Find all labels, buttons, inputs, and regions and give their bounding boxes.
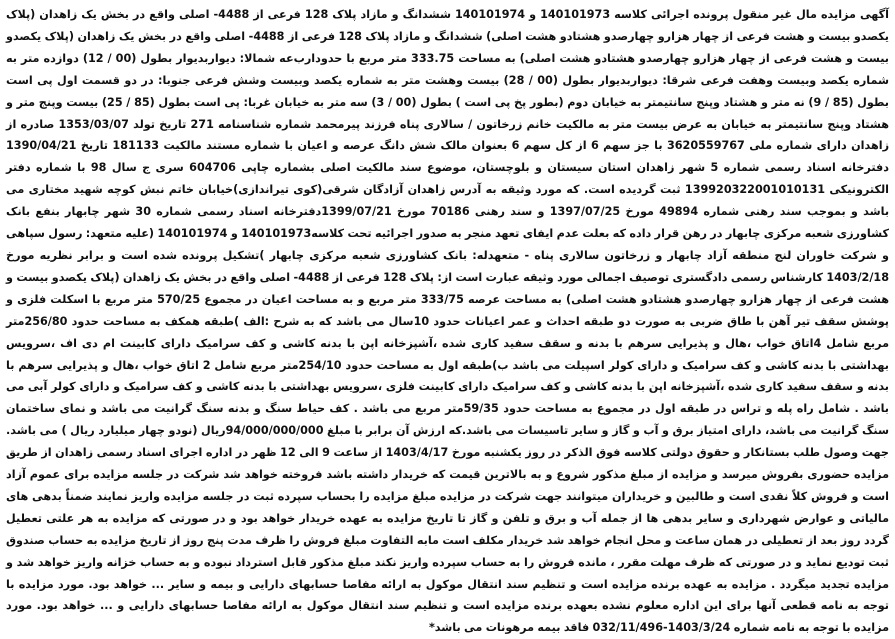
- auction-notice-text: آگهی مزایده مال غیر منقول پرونده اجرائی کلاسه 140101973 و 140101974 ششدانگ و مازاد پلاک 128 فرعی از 4488- اصلی واقع در بخش یک زاهدان (پلاک یکصدو بیست و هشت فرعی از چهار هزارو چهارصدو هشتادو هشت اصلی) ششدانگ و مازاد پلاک 128 فرعی از 4488- اصلی واقع در بخش یک زاهدان (پلاک یکصدو بیست و هشت فرعی از چهار هزارو چهارصدو هشتادو هشت اصلی) به مساحت 333.75 متر مربع با حدودارب‌عه شمالا: دیواربدیوار بطول (00 / 12) دوازده متر به شماره یکصد وبیست وهفت فرعی شرقا: دیواربدیوار بطول (00 / 28) بیست وهشت متر به شماره یکصد وبیست وشش فرعی جنوبا: در دو قسمت اول پی است بطول (85 / 9) نه متر و هشتاد وپنج سانتیمتر به خیابان دوم (بطور پخ پی است ) بطول (00 / 3) سه متر به خیابان غربا: پی است بطول (85 / 25) بیست وپنج متر و هشتاد وپنج سانتیمتر به خیابان به عرض بیست متر به مالکیت خانم زرخاتون / سالاری پناه فرزند پیرمحمد شماره شناسنامه 271 تاریخ تولد 1353/03/07 صادره از زاهدان دارای شماره ملی 3620559767 با جز سهم 6 از کل سهم 6 بعنوان مالک شش دانگ عرصه و اعیان با شماره مستند مالکیت 181133 تاریخ 1390/04/21 دفترخانه اسناد رسمی شماره 5 شهر زاهدان استان سیستان و بلوچستان، موضوع سند مالکیت اصلی بشماره چاپی 604706 سری ج سال 98 با شماره دفتر الکترونیکی 139920322001010131 ثبت گردیده است. که مورد وثیقه به آدرس زاهدان آزادگان شرقی(کوی تیراندازی)خیابان خاتم نبش کوچه شهید مختاری می باشد و بموجب سند رهنی شماره 49894 مورخ 1397/07/25 و سند رهنی 70186 مورخ 1399/07/21دفترخانه اسناد رسمی شماره 30 شهر چابهار بنفع بانک کشاورزی شعبه مرکزی چابهار در رهن قرار داده که بعلت عدم ایفای تعهد منجر به صدور اجرائیه تحت کلاسه140101973 و 140101974 (علیه متعهد: رسول سپاهی و شرکت خاوران لنج منطقه آزاد چابهار و زرخاتون سالاری پناه - متعهدله: بانک کشاورزی شعبه مرکزی چابهار )تشکیل پرونده شده است و برابر نظریه مورخ 1403/2/18 کارشناس رسمی دادگستری توصیف اجمالی مورد وثیقه عبارت است از: پلاک 128 فرعی از 4488- اصلی واقع در بخش یک زاهدان (پلاک یکصدو بیست و هشت فرعی از چهار هزارو چهارصدو هشتادو هشت اصلی) به مساحت عرصه 333/75 متر مربع و به مساحت اعیان در مجموع 570/25 متر مربع با اسکلت فلزی و پوشش سقف تیر آهن با طاق ضربی به صورت دو طبقه احداث و عمر اعیانات حدود 10سال می باشد که به شرح :الف )طبقه همکف به مساحت حدود 256/80متر مربع شامل 4اتاق خواب ،هال و پذیرایی سرهم با بدنه و سقف سفید کاری شده ،آشپزخانه اپن با بدنه کاشی و کف سرامیک دارای کابینت ام دی اف ،سرویس بهداشتی با بدنه کاشی و کف سرامیک و دارای کولر اسپیلت می باشد ب)طبقه اول به مساحت حدود 254/10متر مربع شامل 2 اتاق خواب ،هال و پذیرایی سرهم با بدنه و سقف سفید کاری شده ،آشپزخانه اپن با بدنه کاشی و کف سرامیک دارای کابینت فلزی ،سرویس بهداشتی با بدنه کاشی و کف سرامیک و دارای کولر آبی می باشد . شامل راه پله و تراس در طبقه اول در مجموع به مساحت حدود 59/35متر مربع می باشد . کف حیاط سنگ و بدنه سنگ گرانیت می باشد و نمای ساختمان سنگ گرانیت می باشد، دارای امتیاز برق و آب و گاز و سایر تاسیسات می باشد.که ارزش آن برابر با مبلغ 94/000/000/000ریال (نودو چهار میلیارد ریال ) می باشد. جهت وصول طلب بستانکار و حقوق دولتی کلاسه فوق الذکر در روز یکشنبه مورخ 1403/4/17 از ساعت 9 الی 12 ظهر در اداره اجرای اسناد رسمی زاهدان از طریق مزایده حضوری بفروش میرسد و مزایده از مبلغ مذکور شروع و به بالاترین قیمت که خریدار داشته باشد فروخته خواهد شد شرکت در جلسه مزایده برای عموم آزاد است و فروش کلاً نقدی است و طالبین و خریداران میتوانند جهت شرکت در مزایده مبلغ مزایده را بحساب سپرده ثبت در جلسه مزایده واریز نمایند ضمناً بدهی های مالیاتی و عوارض شهرداری و سایر بدهی ها از جمله آب و برق و تلفن و گاز تا تاریخ مزایده به عهده خریدار خواهد بود و در صورتی که مزایده به هر علتی تعطیل گردد روز بعد از تعطیلی در همان ساعت و محل انجام خواهد شد خریدار مکلف است مابه التفاوت مبلغ فروش را ظرف مدت پنج روز از تاریخ مزایده به حساب صندوق ثبت تودیع نماید و در صورتی که ظرف مهلت مقرر ، مانده فروش را به حساب سپرده واریز نکند مبلغ مذکور قابل استرداد نبوده و به حساب خزانه واریز خواهد شد و مزایده تجدید میگردد . مزایده به عهده برنده مزایده است و تنظیم سند انتقال موکول به ارائه مفاصا حسابهای دارایی و بیمه و سایر ... خواهد بود. مورد مزایده با توجه به نامه قطعی آنها برای این اداره معلوم نشده بعهده برنده مزایده است و تنظیم سند انتقال موکول به ارائه مفاصا حسابهای دارایی و ... خواهد بود. مورد مزایده با توجه به نامه شماره 1403/3/24-032/11/496 فاقد بیمه مرهونات می باشد*: [6, 8, 890, 635]
